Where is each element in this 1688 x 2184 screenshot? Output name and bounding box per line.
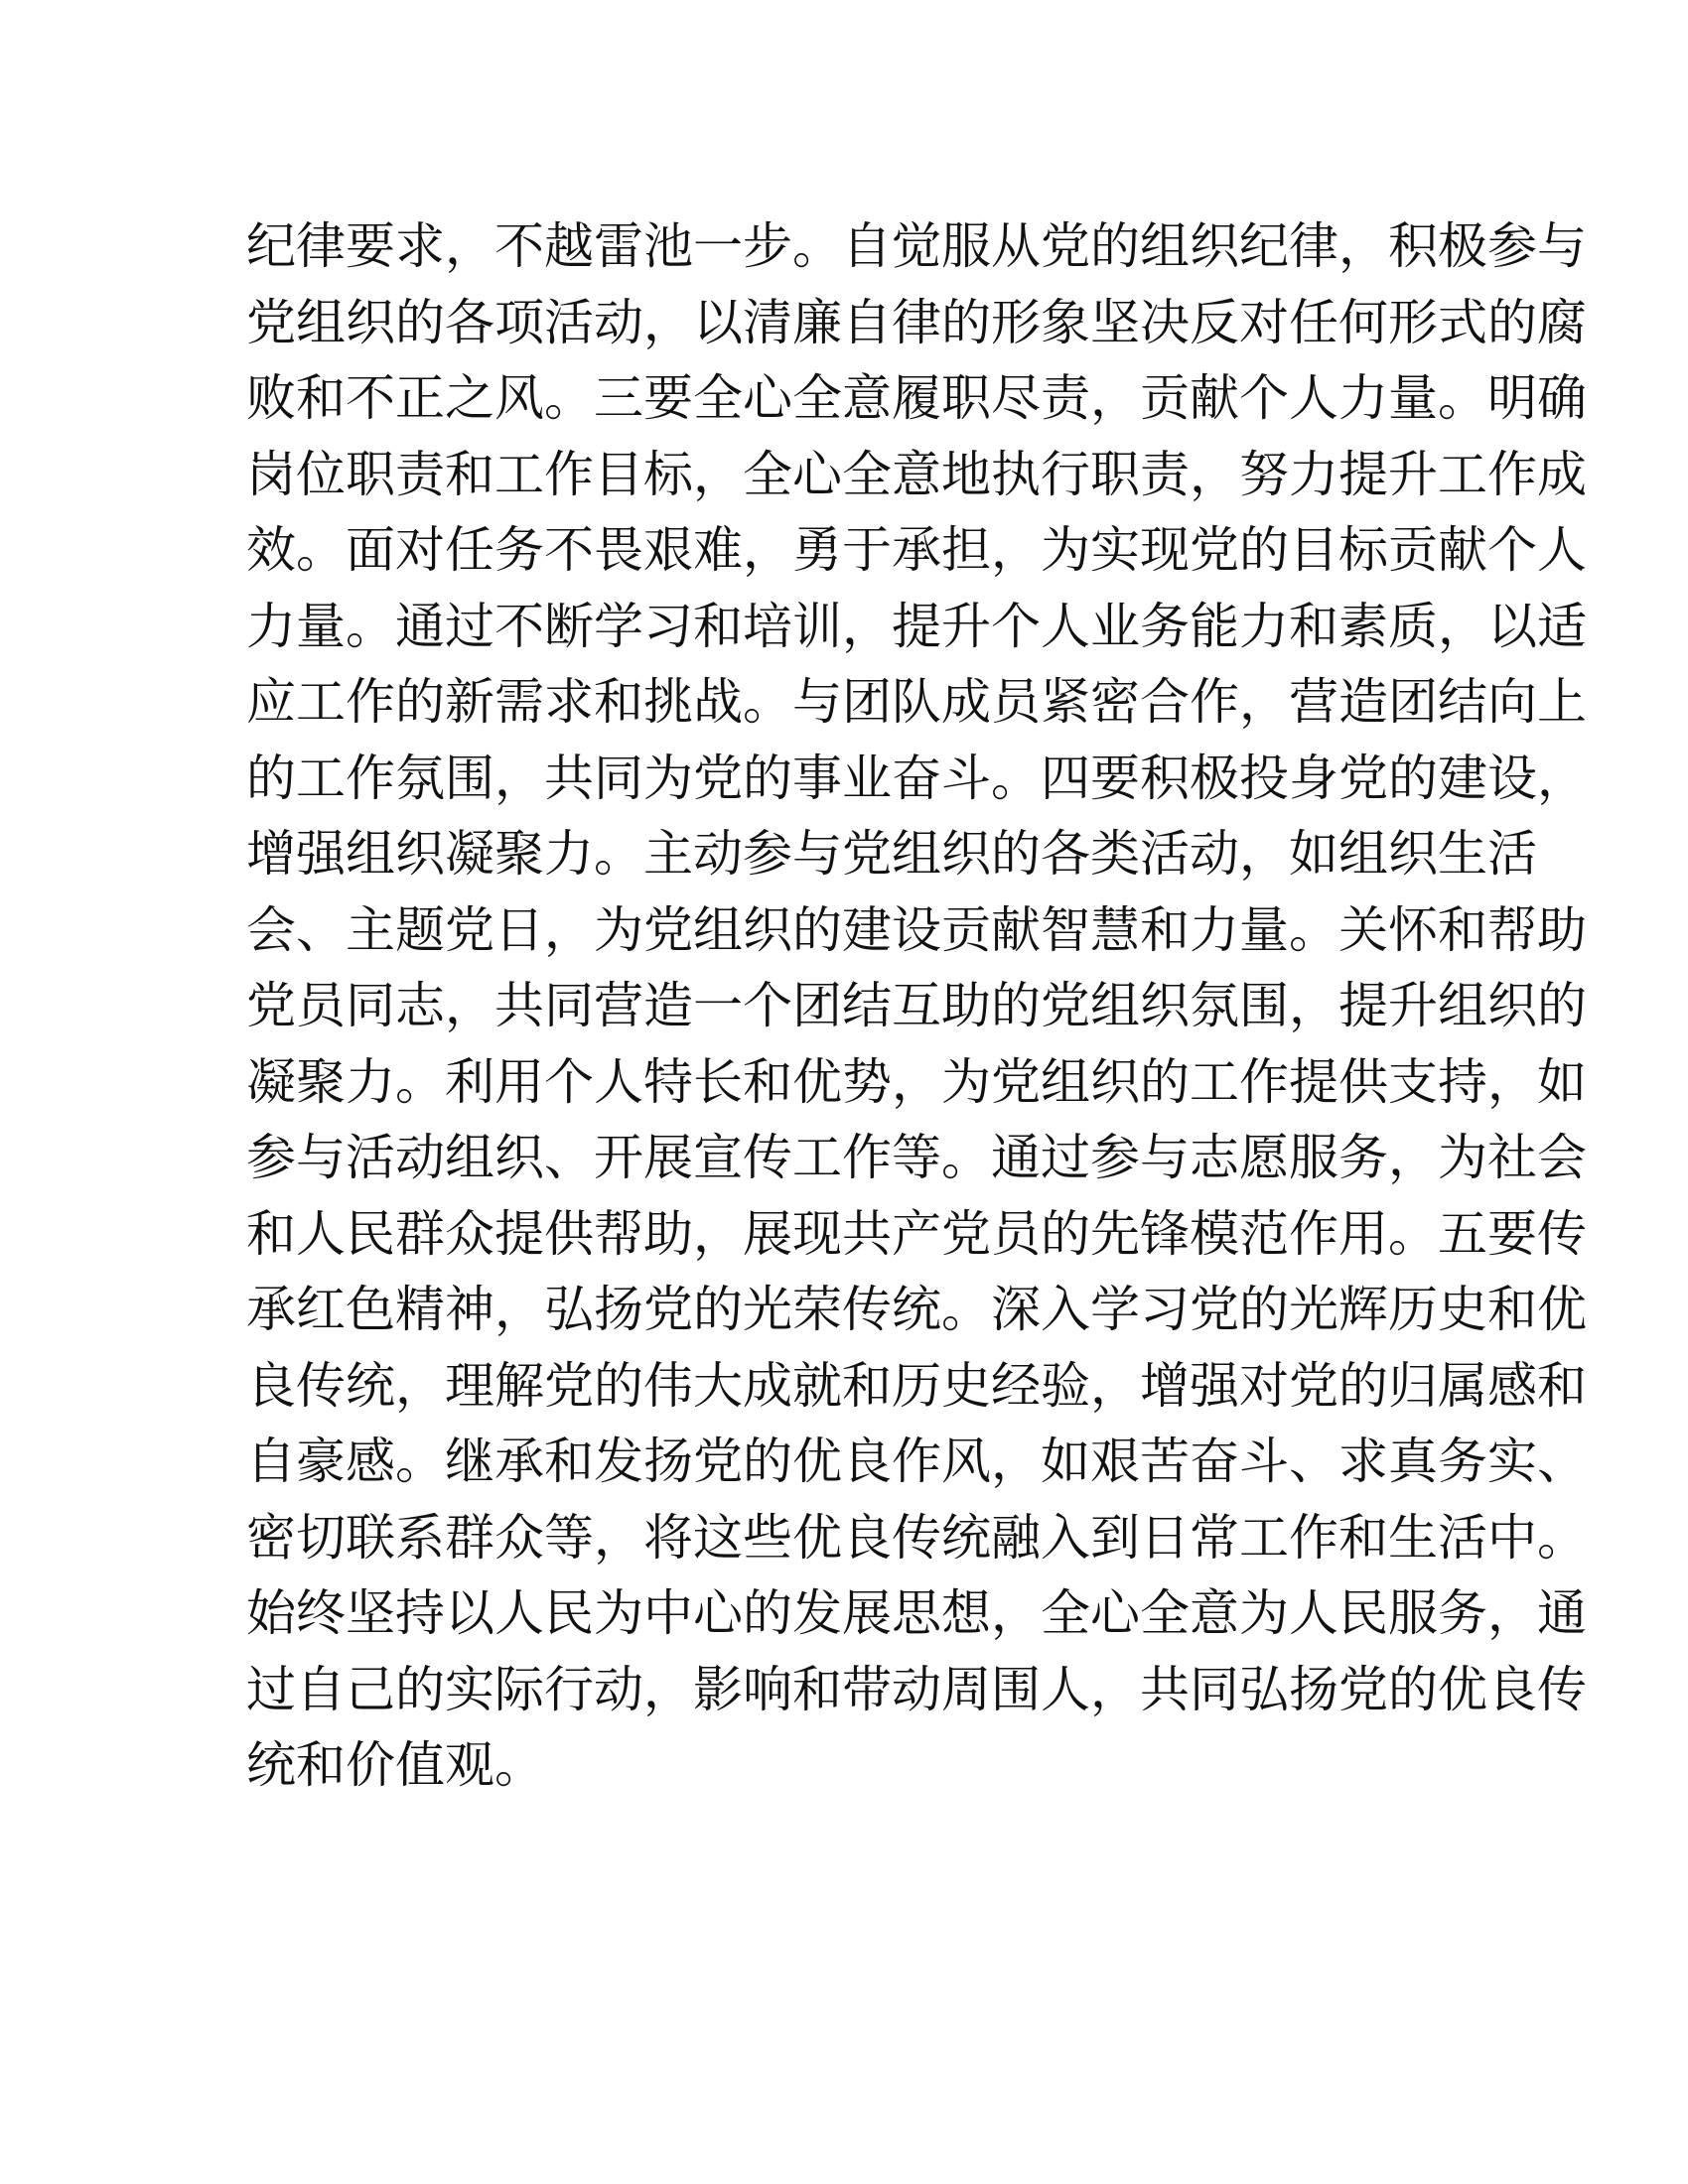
text-line: 效。面对任务不畏艰难，勇于承担，为实现党的目标贡献个人 [246, 521, 1587, 579]
text-line: 始终坚持以人民为中心的发展思想，全心全意为人民服务，通 [246, 1584, 1587, 1642]
text-line: 统和价值观。 [246, 1736, 544, 1794]
text-line: 密切联系群众等，将这些优良传统融入到日常工作和生活中。 [246, 1508, 1587, 1567]
text-line: 党员同志，共同营造一个团结互助的党组织氛围，提升组织的 [246, 977, 1587, 1034]
body-paragraph [246, 208, 1587, 1804]
text-line: 会、主题党日，为党组织的建设贡献智慧和力量。关怀和帮助 [246, 900, 1587, 959]
text-line: 应工作的新需求和挑战。与团队成员紧密合作，营造团结向上 [246, 673, 1587, 731]
text-line: 党组织的各项活动，以清廉自律的形象坚决反对任何形式的腐 [246, 293, 1587, 351]
text-line: 过自己的实际行动，影响和带动周围人，共同弘扬党的优良传 [246, 1660, 1587, 1718]
text-line: 的工作氛围，共同为党的事业奋斗。四要积极投身党的建设， [246, 749, 1587, 807]
text-line: 参与活动组织、开展宣传工作等。通过参与志愿服务，为社会 [246, 1129, 1587, 1186]
text-line: 增强组织凝聚力。主动参与党组织的各类活动，如组织生活 [246, 825, 1537, 883]
text-line: 力量。通过不断学习和培训，提升个人业务能力和素质，以适 [246, 597, 1587, 655]
text-line: 败和不正之风。三要全心全意履职尽责，贡献个人力量。明确 [246, 369, 1587, 427]
text-line: 纪律要求，不越雷池一步。自觉服从党的组织纪律，积极参与 [246, 217, 1587, 275]
text-line: 和人民群众提供帮助，展现共产党员的先锋模范作用。五要传 [246, 1204, 1587, 1263]
text-line: 岗位职责和工作目标，全心全意地执行职责，努力提升工作成 [246, 445, 1587, 503]
text-line: 承红色精神，弘扬党的光荣传统。深入学习党的光辉历史和优 [246, 1281, 1587, 1338]
text-line: 良传统，理解党的伟大成就和历史经验，增强对党的归属感和 [246, 1356, 1587, 1415]
text-line: 自豪感。继承和发扬党的优良作风，如艰苦奋斗、求真务实、 [246, 1433, 1587, 1490]
text-line: 凝聚力。利用个人特长和优势，为党组织的工作提供支持，如 [246, 1052, 1587, 1111]
